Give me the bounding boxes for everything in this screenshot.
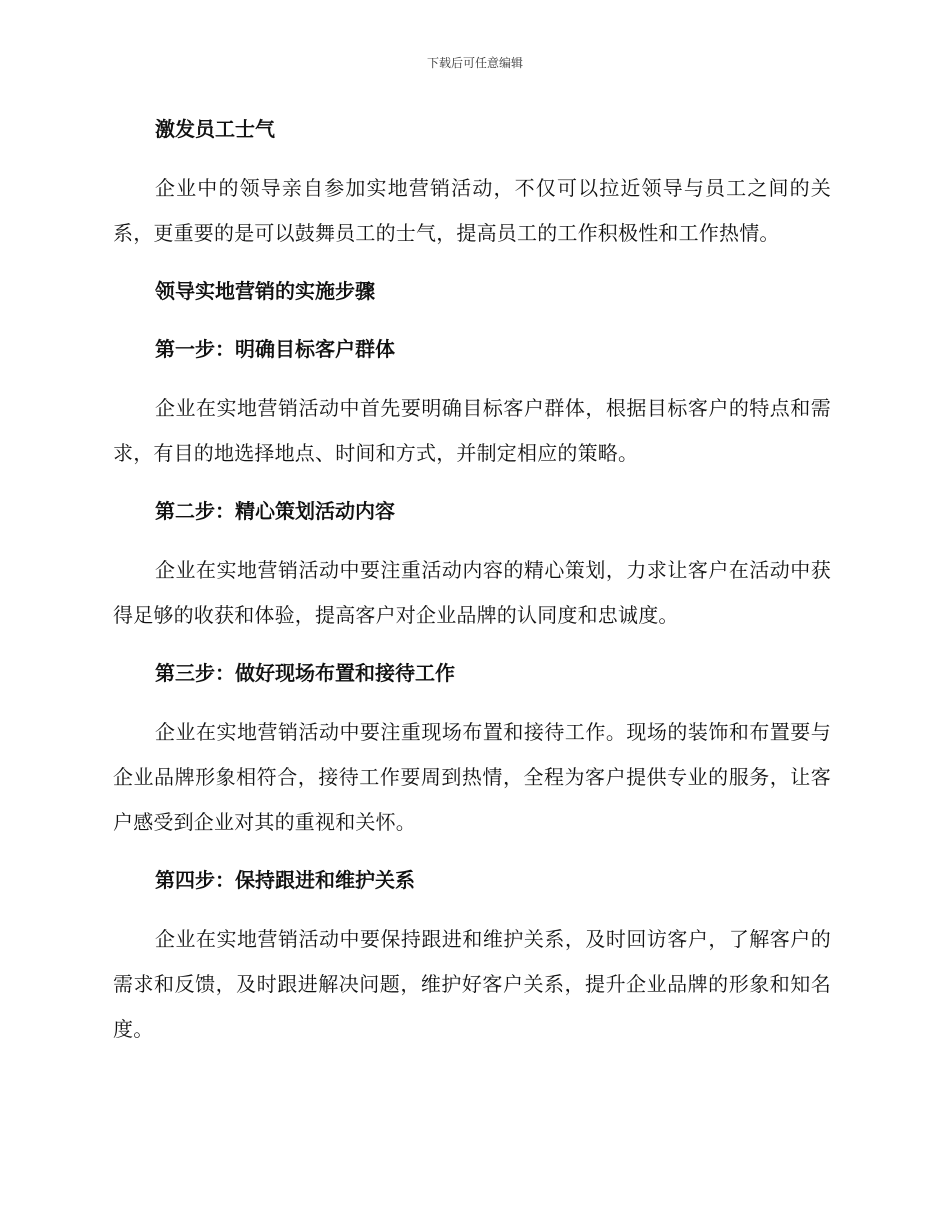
section-paragraph-step-3: 企业在实地营销活动中要注重现场布置和接待工作。现场的装饰和布置要与企业品牌形象相符合，接待工作要周到热情，全程为客户提供专业的服务，让客户感受到企业对其的重视和关怀。 (113, 720, 831, 834)
section-heading-morale: 激发员工士气 (155, 117, 275, 141)
section-heading-step-1: 第一步：明确目标客户群体 (155, 337, 395, 361)
section-heading-step-4: 第四步：保持跟进和维护关系 (155, 868, 415, 892)
page-header-note: 下载后可任意编辑 (426, 56, 523, 70)
section-paragraph-step-1: 企业在实地营销活动中首先要明确目标客户群体，根据目标客户的特点和需求，有目的地选择地点、时间和方式，并制定相应的策略。 (113, 396, 831, 465)
section-heading-steps: 领导实地营销的实施步骤 (155, 279, 375, 303)
section-paragraph-step-2: 企业在实地营销活动中要注重活动内容的精心策划，力求让客户在活动中获得足够的收获和体验，提高客户对企业品牌的认同度和忠诚度。 (113, 558, 831, 627)
section-heading-step-2: 第二步：精心策划活动内容 (155, 499, 395, 523)
section-paragraph-morale: 企业中的领导亲自参加实地营销活动，不仅可以拉近领导与员工之间的关系，更重要的是可以鼓舞员工的士气，提高员工的工作积极性和工作热情。 (113, 176, 831, 245)
section-heading-step-3: 第三步：做好现场布置和接待工作 (155, 661, 455, 685)
document-body (113, 112, 831, 1052)
section-paragraph-step-4: 企业在实地营销活动中要保持跟进和维护关系，及时回访客户，了解客户的需求和反馈，及时跟进解决问题，维护好客户关系，提升企业品牌的形象和知名度。 (113, 927, 831, 1041)
